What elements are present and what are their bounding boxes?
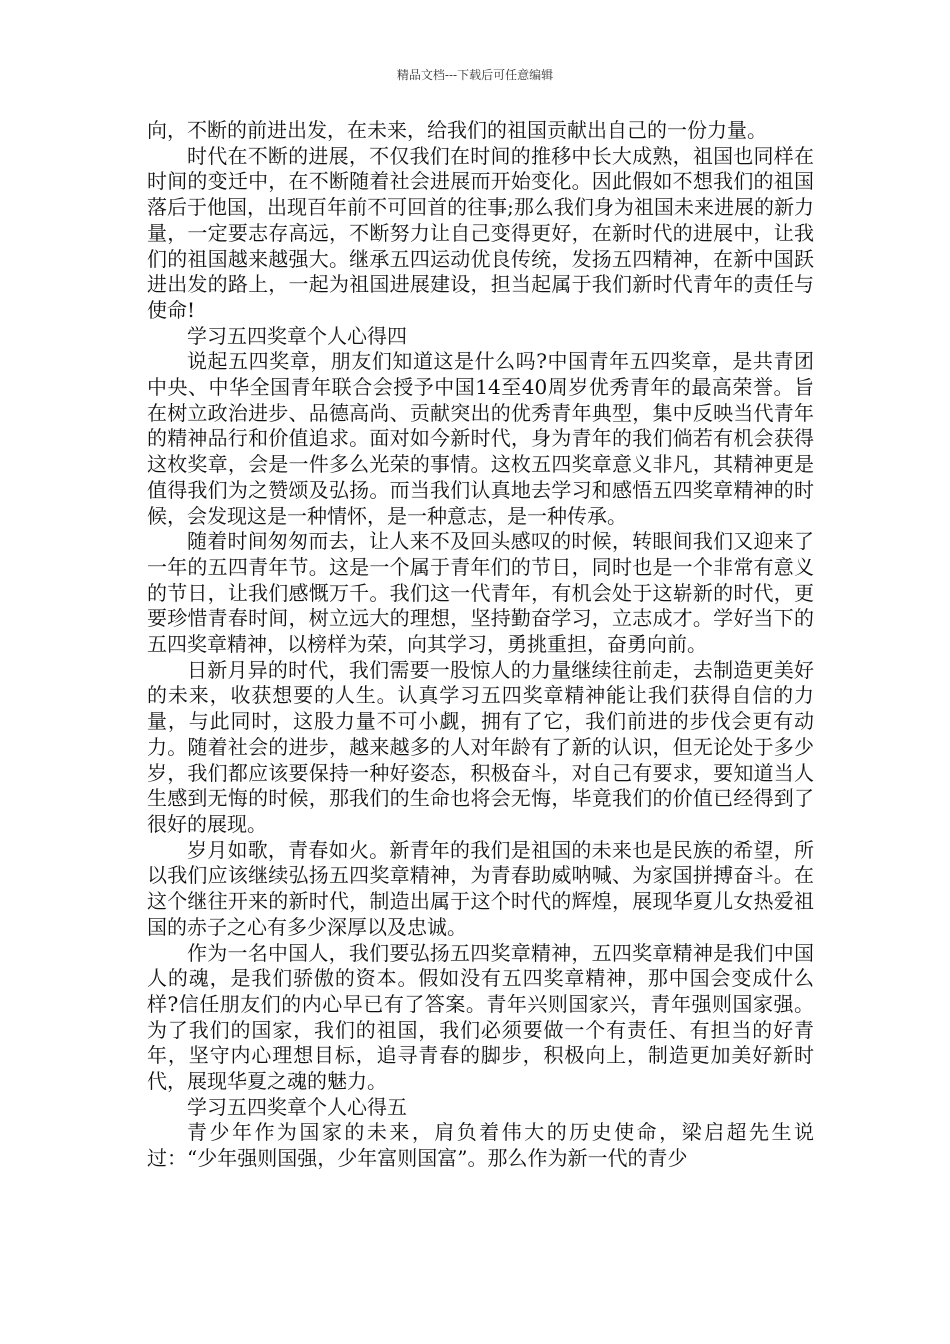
document-body — [147, 118, 814, 1172]
section-heading: 学习五四奖章个人心得五 — [187, 1094, 407, 1119]
paragraph: 日新月异的时代，我们需要一股惊人的力量继续往前走，去制造更美好的未来，收获想要的人生。认真学习五四奖章精神能让我们获得自信的力量，与此同时，这股力量不可小觑，拥有了它，我们前进的步伐会更有动力。随着社会的进步，越来越多的人对年龄有了新的认识，但无论处于多少岁，我们都应该要保持一种好姿态，积极奋斗，对自己有要求，要知道当人生感到无悔的时候，那我们的生命也将会无悔，毕竟我们的价值已经得到了很好的展现。 — [147, 657, 814, 836]
paragraph: 时代在不断的进展，不仅我们在时间的推移中长大成熟，祖国也同样在时间的变迁中，在不断随着社会进展而开始变化。因此假如不想我们的祖国落后于他国，出现百年前不可回首的往事;那么我们身为祖国未来进展的新力量，一定要志存高远，不断努力让自己变得更好，在新时代的进展中，让我们的祖国越来越强大。继承五四运动优良传统，发扬五四精神，在新中国跃进出发的路上，一起为祖国进展建设，担当起属于我们新时代青年的责任与使命! — [147, 143, 814, 322]
paragraph: 向，不断的前进出发，在未来，给我们的祖国贡献出自己的一份力量。 — [147, 118, 767, 142]
paragraph: 青少年作为国家的未来，肩负着伟大的历史使命，梁启超先生说过：“少年强则国强，少年富则国富”。那么作为新一代的青少 — [147, 1120, 814, 1171]
paragraph: 岁月如歌，青春如火。新青年的我们是祖国的未来也是民族的希望，所以我们应该继续弘扬五四奖章精神，为青春助威呐喊、为家国拼搏奋斗。在这个继往开来的新时代，制造出属于这个时代的辉煌，展现华夏儿女热爱祖国的赤子之心有多少深厚以及忠诚。 — [147, 837, 814, 939]
paragraph: 说起五四奖章，朋友们知道这是什么吗?中国青年五四奖章，是共青团中央、中华全国青年联合会授予中国14至40周岁优秀青年的最高荣誉。旨在树立政治进步、品德高尚、贡献突出的优秀青年典型，集中反映当代青年的精神品行和价值追求。面对如今新时代，身为青年的我们倘若有机会获得这枚奖章，会是一件多么光荣的事情。这枚五四奖章意义非凡，其精神更是值得我们为之赞颂及弘扬。而当我们认真地去学习和感悟五四奖章精神的时候，会发现这是一种情怀，是一种意志，是一种传承。 — [147, 349, 814, 528]
paragraph: 作为一名中国人，我们要弘扬五四奖章精神，五四奖章精神是我们中国人的魂，是我们骄傲的资本。假如没有五四奖章精神，那中国会变成什么样?信任朋友们的内心早已有了答案。青年兴则国家兴，青年强则国家强。为了我们的国家，我们的祖国，我们必须要做一个有责任、有担当的好青年，坚守内心理想目标，追寻青春的脚步，积极向上，制造更加美好新时代，展现华夏之魂的魅力。 — [147, 940, 814, 1094]
page-header: 精品文档---下载后可任意编辑 — [396, 68, 554, 82]
paragraph: 随着时间匆匆而去，让人来不及回头感叹的时候，转眼间我们又迎来了一年的五四青年节。这是一个属于青年们的节日，同时也是一个非常有意义的节日，让我们感慨万千。我们这一代青年，有机会处于这崭新的时代，更要珍惜青春时间，树立远大的理想，坚持勤奋学习，立志成才。学好当下的五四奖章精神，以榜样为荣，向其学习，勇挑重担，奋勇向前。 — [147, 529, 814, 657]
section-heading: 学习五四奖章个人心得四 — [187, 323, 407, 348]
